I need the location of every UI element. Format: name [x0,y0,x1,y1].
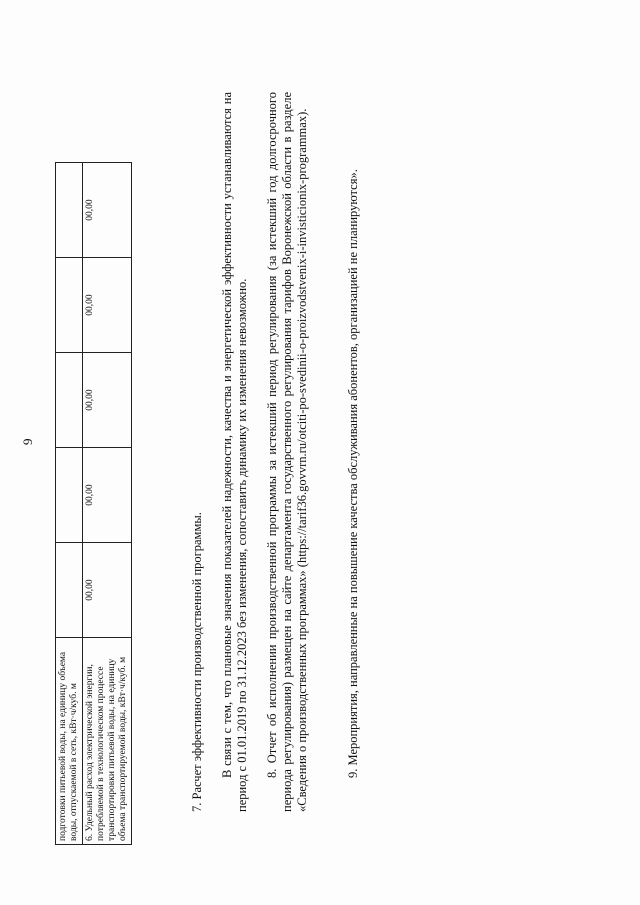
table-cell: 00,00 [82,353,131,448]
table-cell-desc: подготовки питьевой воды, на единицу объема воды, отпускаемой в сеть, кВт·ч/куб. м [56,638,83,845]
table-cell [56,448,83,543]
section-7-text: В связи с тем, что плановые значения показателей надежности, качества и энергетической эффективности устанавливаются на период с 01.01.2019 по 31.12.2023 без изменения, сопоставить динамику их изменения невозможно. [220,92,249,812]
table-cell [56,353,83,448]
table-row [82,163,131,845]
table-cell: 00,00 [82,543,131,638]
section-8-text: 8. Отчет об исполнении производственной программы за истекший период регулирования (за истекший год долгосрочного периода регулирования) размещен на сайте департамента государственного регулирования тарифов Воронежской области в разделе «Сведения о производственных программах» (https://tarif36.govvrn.ru/otciti-po-svedinii-o-proizvodstvenix-i-invisticionix-programmax). [265,92,309,812]
table-cell: 00,00 [82,258,131,353]
table-cell: 00,00 [82,163,131,258]
table-cell [56,258,83,353]
page-number: 9 [20,438,35,445]
table-cell [56,163,83,258]
table-cell: 00,00 [82,448,131,543]
table-row [56,163,83,845]
indicators-table [55,162,132,845]
table-cell-desc: 6. Удельный расход электрической энергии, потребляемой в технологическом процессе транспортировки питьевой воды, на единицу объема транспортируемой воды, кВт·ч/куб. м [82,638,131,845]
section-7-title: 7. Расчет эффективности производственной программы. [190,512,204,812]
table-cell [56,543,83,638]
section-9-text: 9. Мероприятия, направленные на повышение качества обслуживания абонентов, организацией не планируются». [346,169,360,778]
